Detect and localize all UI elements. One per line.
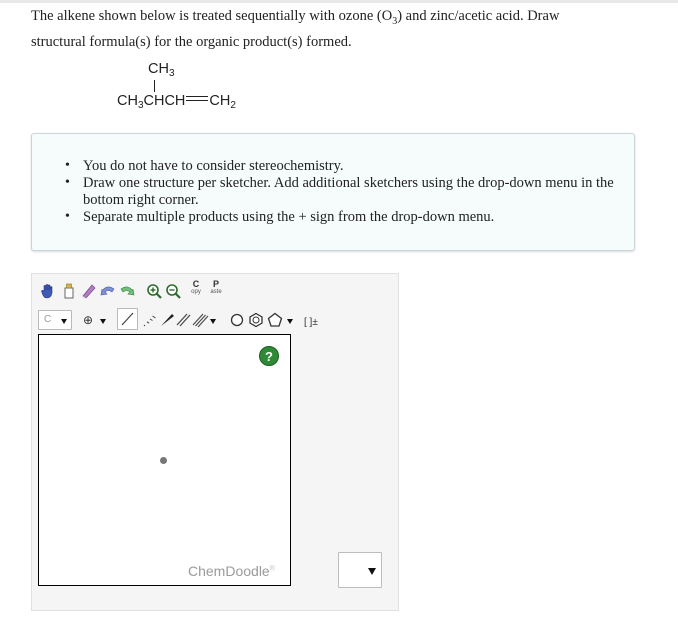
bracket-label: [ ]±	[304, 317, 318, 328]
methyl-branch-text: CH	[148, 61, 169, 77]
question-line2: structural formula(s) for the organic product(s) formed.	[31, 33, 352, 50]
paste-label-top: P	[212, 279, 219, 289]
eraser-icon[interactable]	[80, 282, 98, 300]
hashed-bond-icon[interactable]	[140, 311, 158, 329]
chevron-down-icon	[368, 568, 376, 575]
methyl-branch	[148, 61, 175, 77]
main-chain	[117, 93, 236, 109]
question-line1-end: ) and zinc/acetic acid. Draw	[397, 8, 560, 24]
instruction-item: • You do not have to consider stereochemistry.	[65, 158, 625, 175]
charge-selector[interactable]	[78, 310, 110, 330]
ozone-subscript: 3	[392, 15, 398, 27]
ring-selector[interactable]	[266, 311, 294, 329]
chain-ch2: CH	[209, 93, 231, 109]
chain-ch2-sub: 2	[230, 100, 236, 111]
paste-label-bottom: aste	[210, 289, 222, 295]
instructions-list	[65, 158, 625, 226]
chain-chch: CHCH	[143, 93, 186, 109]
methyl-branch-sub: 3	[168, 68, 175, 79]
double-bond-icon[interactable]	[174, 311, 192, 329]
branch-bond	[154, 80, 155, 92]
instruction-item: • Separate multiple products using the + sign from the drop-down menu.	[65, 209, 625, 226]
chevron-down-icon	[100, 319, 106, 324]
question-text	[31, 6, 631, 52]
atom-label-selector[interactable]	[38, 310, 72, 330]
question-line1: The alkene shown below is treated sequentially with ozone (O	[31, 8, 393, 24]
brand-text: ChemDoodle	[188, 563, 270, 579]
copy-button[interactable]	[187, 279, 205, 301]
instructions-box	[31, 133, 635, 251]
hand-icon[interactable]	[39, 282, 57, 300]
chevron-down-icon	[210, 319, 216, 324]
chevron-down-icon	[287, 319, 293, 324]
chemdoodle-sketcher	[31, 273, 399, 611]
brand-mark: ®	[269, 565, 275, 573]
zoom-in-icon[interactable]	[145, 282, 163, 300]
chain-ch3-sub: 3	[137, 100, 144, 111]
benzene-ring-icon[interactable]	[247, 311, 265, 329]
instruction-item: • Draw one structure per sketcher. Add additional sketchers using the drop-down menu in the bottom right corner.	[65, 175, 625, 208]
alkene-structure	[117, 58, 317, 118]
clear-icon[interactable]	[60, 282, 78, 300]
atom-label: C	[44, 314, 52, 325]
triple-bond-icon	[191, 311, 209, 329]
sketcher-canvas[interactable]	[38, 334, 291, 586]
help-button[interactable]: ?	[259, 346, 279, 366]
chevron-down-icon	[61, 319, 67, 324]
redo-icon[interactable]	[118, 282, 136, 300]
cyclopropane-ring-icon[interactable]	[228, 311, 246, 329]
bracket-charge-tool[interactable]	[304, 312, 326, 330]
canvas-dot	[160, 457, 167, 464]
undo-icon[interactable]	[99, 282, 117, 300]
copy-label-bottom: opy	[191, 289, 201, 295]
charge-plus-icon: ⊕	[83, 313, 94, 327]
add-sketcher-dropdown[interactable]	[338, 552, 382, 588]
single-bond-icon	[118, 309, 137, 329]
pentagon-ring-icon	[266, 311, 284, 329]
paste-button[interactable]	[207, 279, 225, 301]
single-bond-tool[interactable]	[117, 308, 138, 330]
top-divider	[0, 0, 678, 3]
double-bond	[186, 96, 208, 101]
copy-label-top: C	[192, 279, 200, 289]
chemdoodle-brand	[188, 563, 275, 579]
triple-bond-selector[interactable]	[191, 311, 217, 329]
chain-ch3: CH	[117, 93, 138, 109]
zoom-out-icon[interactable]	[164, 282, 182, 300]
